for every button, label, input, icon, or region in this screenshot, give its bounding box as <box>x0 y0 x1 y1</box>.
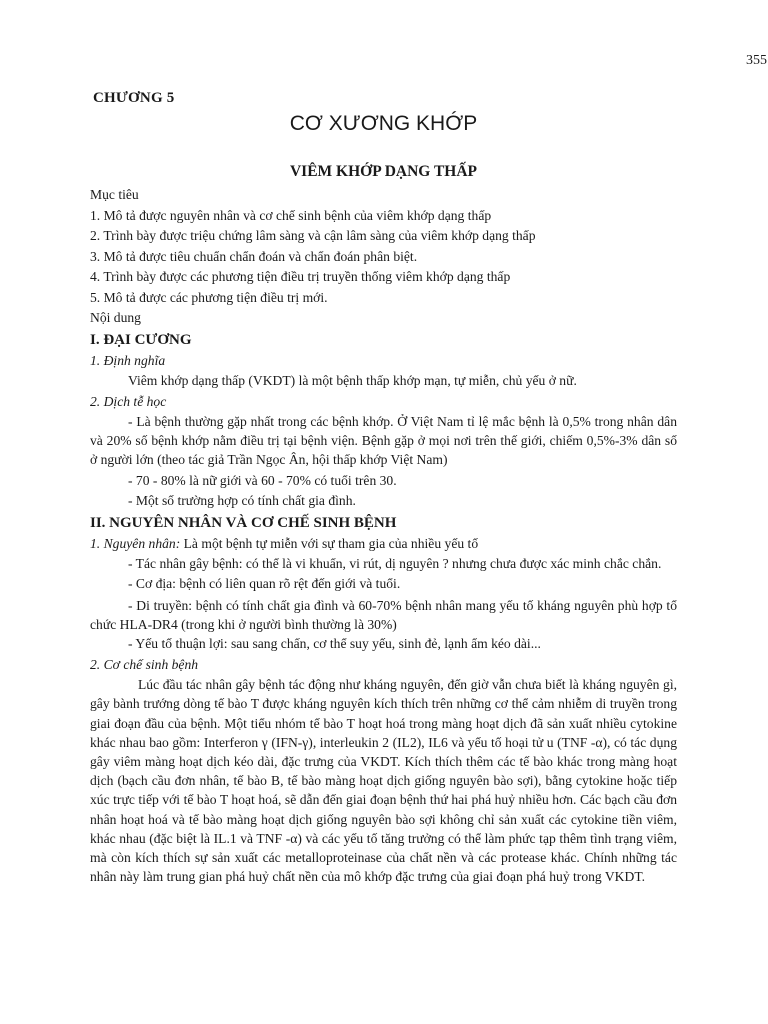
content-heading: Nội dung <box>90 310 141 325</box>
definition-text: Viêm khớp dạng thấp (VKDT) là một bệnh thấp khớp mạn, tự miễn, chủ yếu ở nữ. <box>128 373 577 388</box>
page-number: 355 <box>746 53 767 68</box>
cause-item: - Tác nhân gây bệnh: có thể là vi khuẩn, vi rút, dị nguyên ? nhưng chưa được xác minh chắc chắn. <box>128 556 662 572</box>
cause-item: - Cơ địa: bệnh có liên quan rõ rệt đến giới và tuổi. <box>128 576 401 592</box>
objectives-heading: Mục tiêu <box>90 187 139 202</box>
part2-title: II. NGUYÊN NHÂN VÀ CƠ CHẾ SINH BỆNH <box>90 514 397 531</box>
objective-item: 3. Mô tả được tiêu chuẩn chẩn đoán và chẩn đoán phân biệt. <box>90 248 418 264</box>
section-title: VIÊM KHỚP DẠNG THẤP <box>289 163 477 180</box>
cause-intro: Là một bệnh tự miễn với sự tham gia của nhiều yếu tố <box>180 535 479 551</box>
chapter-label: CHƯƠNG 5 <box>93 90 175 106</box>
cause-line <box>90 534 677 555</box>
part1-title: I. ĐẠI CƯƠNG <box>90 331 192 348</box>
cause-item: - Di truyền: bệnh có tính chất gia đình và 60-70% bệnh nhân mang yếu tố kháng nguyên phù hợp tổ chức HLA-DR4 (trong khi ở người bình thường là 30%) <box>90 597 677 633</box>
mechanism-text: Lúc đầu tác nhân gây bệnh tác động như kháng nguyên, đến giờ vẫn chưa biết là kháng nguyên gì, gây bành trướng dòng tế bào T được kháng nguyên kích thích trên những cơ thể cảm nhiễm di truyền trong giai đoạn đầu của bệnh. Một tiểu nhóm tế bào T hoạt hoá trong màng hoạt dịch đã sản xuất nhiều cytokine khác nhau bao gồm: Interferon γ (IFN-γ), interleukin 2 (IL2), IL6 và yếu tố hoại tử u (TNF -α), có tác dụng gây viêm màng hoạt dịch kéo dài, đặc trưng của VKDT. Kích thích thêm các tế bào khác trong màng hoạt dịch (bạch cầu đơn nhân, tế bào B, tế bào màng hoạt dịch giống nguyên bào sợi), bằng cytokine hoặc tiếp xúc trực tiếp với tế bào T hoạt hoá, sẽ dẫn đến giai đoạn bệnh thứ hai phá huỷ nhiều hơn. Các bạch cầu đơn nhân hoạt hoá và tế bào màng hoạt dịch giống nguyên bào sợi không chỉ sản xuất các cytokine tiền viêm, khác nhau (đặc biệt là IL.1 và TNF -α) và các yếu tố tăng trưởng có thể làm phức tạp thêm tình trạng viêm, mà còn kích thích sự sản xuất các metalloproteinase của chất nền và các protease khác. Chính những tác nhân này làm trung gian phá huỷ chất nền của mô khớp đặc trưng của giai đoạn phá huỷ trong VKDT. <box>90 677 677 885</box>
cause-item: - Yếu tố thuận lợi: sau sang chấn, cơ thể suy yếu, sinh đẻ, lạnh ẩm kéo dài... <box>128 636 541 652</box>
epidemiology-item: - Là bệnh thường gặp nhất trong các bệnh khớp. Ở Việt Nam tỉ lệ mắc bệnh là 0,5% trong nhân dân và 20% số bệnh khớp nằm điều trị tại bệnh viện. Bệnh gặp ở mọi nơi trên thế giới, chiếm 0,5%-3% dân số ở người lớn (theo tác giả Trần Ngọc Ân, hội thấp khớp Việt Nam) <box>90 414 677 468</box>
document-body <box>90 185 677 886</box>
cause-heading: 1. Nguyên nhân: <box>90 535 181 551</box>
objective-item: 1. Mô tả được nguyên nhân và cơ chế sinh bệnh của viêm khớp dạng thấp <box>90 207 492 223</box>
epidemiology-item: - 70 - 80% là nữ giới và 60 - 70% có tuổi trên 30. <box>128 472 397 488</box>
objective-item: 5. Mô tả được các phương tiện điều trị mới. <box>90 289 328 305</box>
epidemiology-heading: 2. Dịch tễ học <box>90 393 167 409</box>
objective-item: 4. Trình bày được các phương tiện điều trị truyền thống viêm khớp dạng thấp <box>90 269 511 284</box>
definition-heading: 1. Định nghĩa <box>90 352 166 368</box>
mechanism-heading: 2. Cơ chế sinh bệnh <box>90 656 199 672</box>
epidemiology-item: - Một số trường hợp có tính chất gia đình. <box>128 493 356 509</box>
objective-item: 2. Trình bày được triệu chứng lâm sàng và cận lâm sàng của viêm khớp dạng thấp <box>90 228 536 243</box>
chapter-title: CƠ XƯƠNG KHỚP <box>289 112 478 135</box>
